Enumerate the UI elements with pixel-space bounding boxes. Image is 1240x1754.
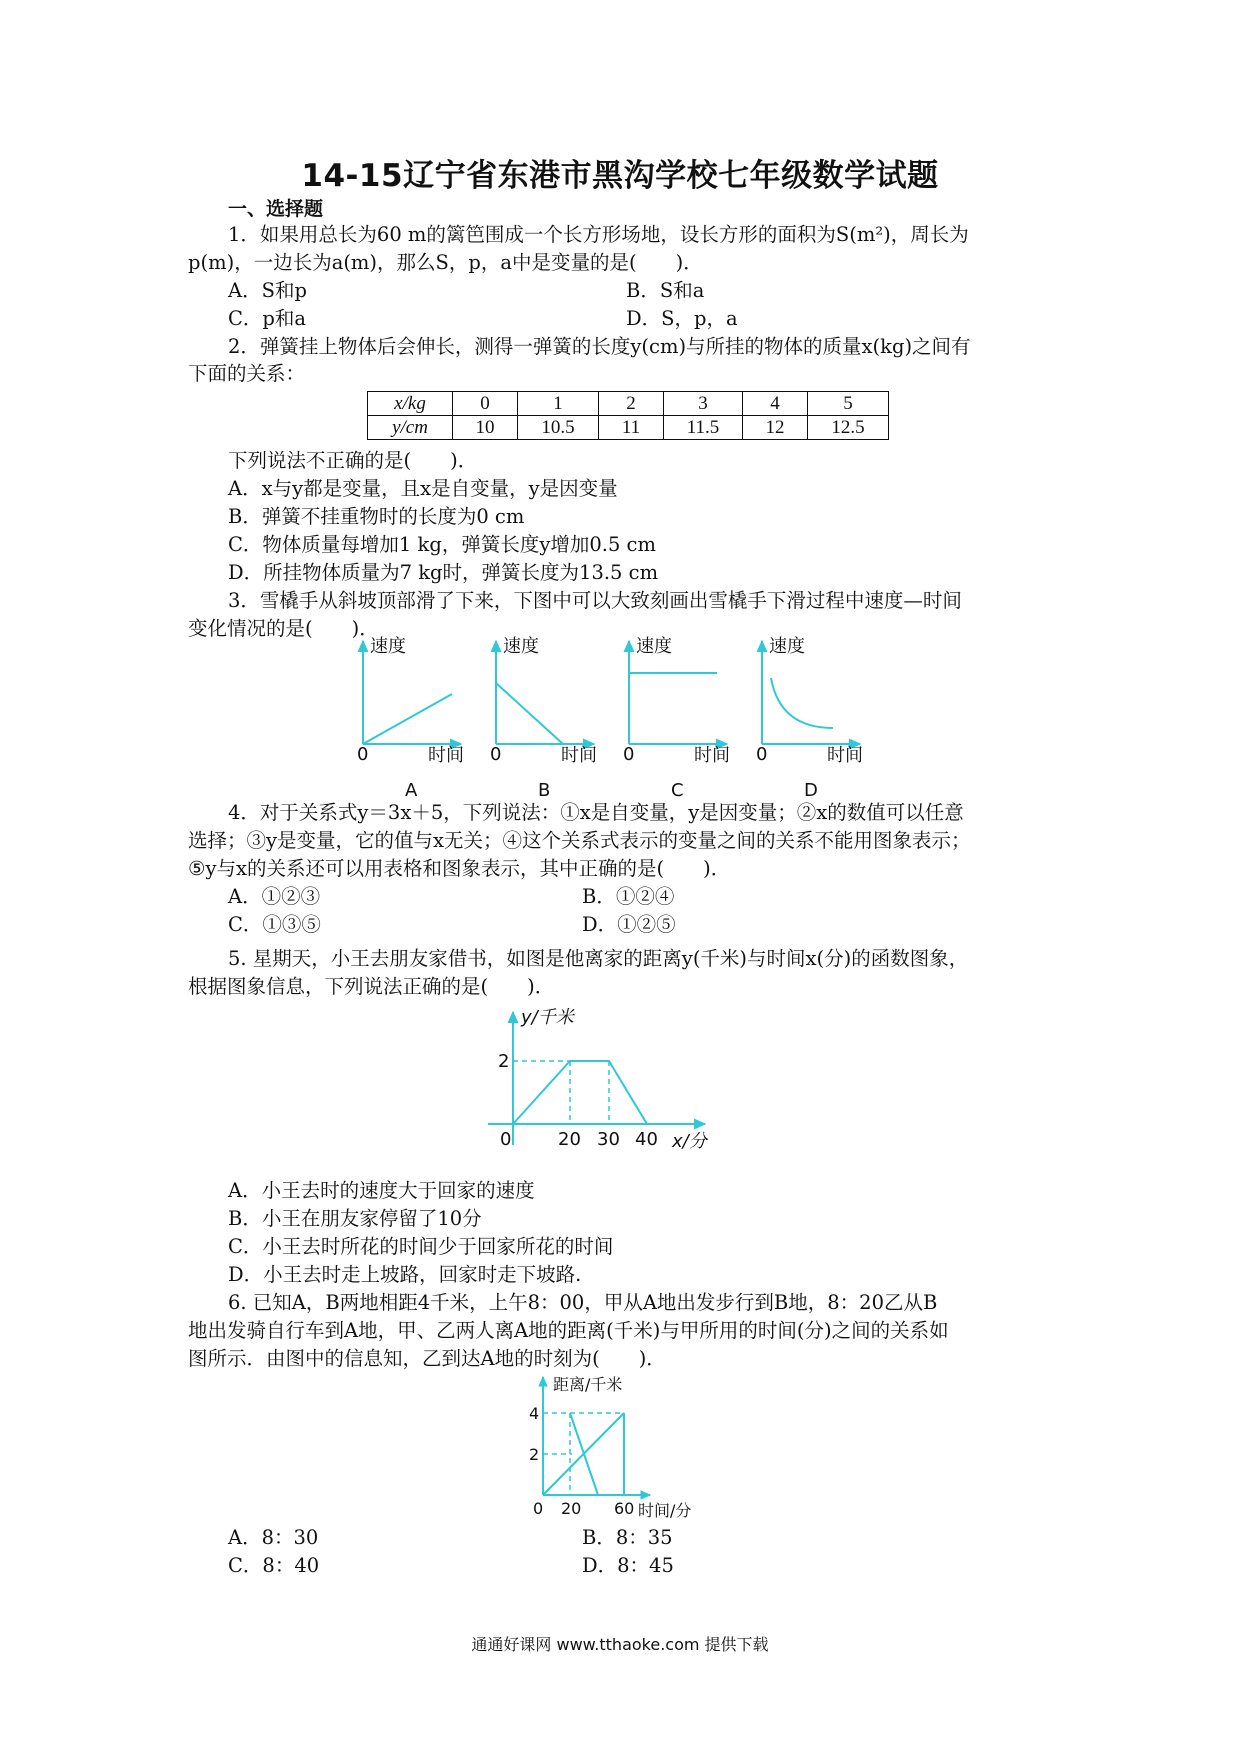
- table-cell: 11: [599, 416, 664, 440]
- x-axis-label: 时间: [827, 745, 863, 766]
- y-tick-label: 2: [529, 1445, 540, 1464]
- x-tick-label: 30: [597, 1129, 620, 1150]
- origin-label: 0: [357, 744, 369, 765]
- q1-option-a: A．S和p: [228, 279, 307, 302]
- table-cell: 3: [664, 392, 743, 416]
- table-cell: 10: [453, 416, 518, 440]
- q5-stem-line2: 根据图象信息，下列说法正确的是( )．: [188, 975, 555, 998]
- q2-option-b: B．弹簧不挂重物时的长度为0 cm: [228, 505, 525, 528]
- table-cell: 4: [743, 392, 808, 416]
- graph-name-b: B: [538, 780, 551, 801]
- q1-option-c: C．p和a: [228, 307, 307, 330]
- origin-label: 0: [756, 744, 768, 765]
- q4-stem-line2: 选择；③y是变量，它的值与x无关；④这个关系式表示的变量之间的关系不能用图象表示；: [188, 829, 971, 852]
- q4-option-a: A．①②③: [228, 885, 321, 908]
- q2-option-a: A．x与y都是变量，且x是自变量，y是因变量: [228, 477, 618, 500]
- table-cell: 0: [453, 392, 518, 416]
- table-cell: 2: [599, 392, 664, 416]
- q2-stem-line2: 下面的关系：: [188, 362, 306, 385]
- q1-option-b: B．S和a: [626, 279, 705, 302]
- y-axis-label: 速度: [370, 636, 406, 657]
- table-cell: 12: [743, 416, 808, 440]
- x-axis-label: 时间/分: [638, 1501, 692, 1520]
- q4-stem-line1: 4．对于关系式y＝3x＋5，下列说法：①x是自变量，y是因变量；②x的数值可以任意: [228, 801, 964, 824]
- q1-stem-line2: p(m)，一边长为a(m)，那么S，p，a中是变量的是( )．: [188, 251, 703, 274]
- graph-name-d: D: [804, 780, 818, 801]
- table-cell: 1: [518, 392, 599, 416]
- y-axis-label: 速度: [503, 636, 539, 657]
- q3-stem-line1: 3．雪橇手从斜坡顶部滑了下来，下图中可以大致刻画出雪橇手下滑过程中速度—时间: [228, 589, 962, 612]
- table-cell: 5: [808, 392, 889, 416]
- origin-label: 0: [490, 744, 502, 765]
- q3-stem-line2: 变化情况的是( )．: [188, 617, 379, 640]
- q6-option-d: D．8：45: [582, 1554, 674, 1577]
- x-tick-label: 40: [635, 1129, 658, 1150]
- y-tick-label: 4: [529, 1404, 540, 1423]
- table-cell: 10.5: [518, 416, 599, 440]
- table-cell: 11.5: [664, 416, 743, 440]
- q5-option-c: C．小王去时所花的时间少于回家所花的时间: [228, 1235, 614, 1258]
- q2-option-d: D．所挂物体质量为7 kg时，弹簧长度为13.5 cm: [228, 561, 659, 584]
- q5-option-a: A．小王去时的速度大于回家的速度: [228, 1179, 535, 1202]
- section-heading: 一、选择题: [228, 198, 324, 220]
- q6-stem-line3: 图所示．由图中的信息知，乙到达A地的时刻为( )．: [188, 1347, 666, 1370]
- y-axis-label: 速度: [636, 636, 672, 657]
- q1-stem-line1: 1．如果用总长为60 m的篱笆围成一个长方形场地，设长方形的面积为S(m²)，周长为: [228, 223, 969, 246]
- q6-option-c: C．8：40: [228, 1554, 320, 1577]
- cyclist-line: [570, 1413, 598, 1495]
- y-axis-label: 距离/千米: [553, 1375, 623, 1394]
- q6-stem-line2: 地出发骑自行车到A地，甲、乙两人离A地的距离(千米)与甲所用的时间(分)之间的关系如: [188, 1319, 949, 1342]
- table-cell: 12.5: [808, 416, 889, 440]
- graph-name-a: A: [405, 780, 418, 801]
- x-axis-label: 时间: [694, 745, 730, 766]
- origin-label: 0: [623, 744, 635, 765]
- y-tick-label: 2: [498, 1051, 510, 1072]
- q4-option-d: D．①②⑤: [582, 913, 676, 936]
- x-tick-label: 20: [558, 1129, 581, 1150]
- q2-stem-line1: 2．弹簧挂上物体后会伸长，测得一弹簧的长度y(cm)与所挂的物体的质量x(kg)之间有: [228, 335, 971, 358]
- x-tick-label: 60: [614, 1499, 635, 1518]
- q5-stem-line1: 5. 星期天，小王去朋友家借书，如图是他离家的距离y(千米)与时间x(分)的函数图象，: [228, 947, 969, 970]
- q2-option-c: C．物体质量每增加1 kg，弹簧长度y增加0.5 cm: [228, 533, 656, 556]
- y-axis-label: 速度: [769, 636, 805, 657]
- table-header-cell: y/cm: [368, 416, 453, 440]
- x-axis-label: x/分: [672, 1131, 707, 1152]
- q6-option-b: B．8：35: [582, 1526, 673, 1549]
- q6-stem-line1: 6. 已知A，B两地相距4千米，上午8：00，甲从A地出发步行到B地，8：20乙从B: [228, 1291, 938, 1314]
- table-header-cell: x/kg: [368, 392, 453, 416]
- footer-source: 通通好课网 www.tthaoke.com 提供下载: [471, 1635, 769, 1654]
- q4-stem-line3: ⑤y与x的关系还可以用表格和图象表示，其中正确的是( )．: [188, 857, 731, 880]
- y-axis-label: y/千米: [521, 1007, 574, 1028]
- x-axis-label: 时间: [561, 745, 597, 766]
- x-axis-label: 时间: [428, 745, 464, 766]
- q5-option-d: D．小王去时走上坡路，回家时走下坡路.: [228, 1263, 582, 1286]
- graph-name-c: C: [671, 780, 684, 801]
- q1-option-d: D．S，p，a: [626, 307, 738, 330]
- q4-option-b: B．①②④: [582, 885, 675, 908]
- page-title: 14-15辽宁省东港市黑沟学校七年级数学试题: [301, 158, 939, 194]
- origin-label: 0: [533, 1499, 544, 1518]
- x-tick-label: 20: [561, 1499, 582, 1518]
- origin-label: 0: [500, 1129, 512, 1150]
- q4-option-c: C．①③⑤: [228, 913, 321, 936]
- q2-prompt: 下列说法不正确的是( )．: [228, 449, 478, 472]
- q5-option-b: B．小王在朋友家停留了10分: [228, 1207, 482, 1230]
- q6-option-a: A．8：30: [228, 1526, 319, 1549]
